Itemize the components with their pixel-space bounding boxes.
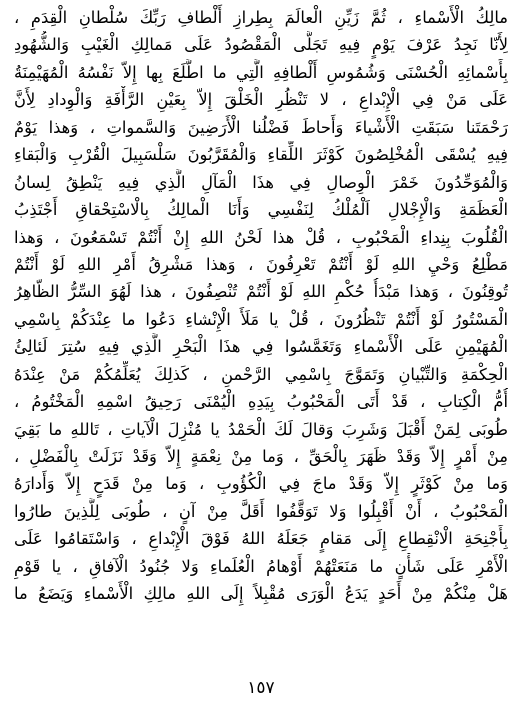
text-line: هَلْ مِنْكُمْ مِنْ أَحَدٍ يَدَعُ الْوَرَى مُقْبِلاً إِلَى اللهِ مالِكِ الْأَسْماءِ وَيَضَعُ ما [14, 584, 508, 604]
text-line: فِيهِ يُسْقَى الْمُخْلِصُونَ كَوْثَرَ اللِّقاءِ وَالْمُقَرَّبُونَ سَلْسَبِيلَ الْقُرْبِ وَالْبَقاءِ [14, 145, 508, 165]
text-line: مالِكُ الْأَسْماءِ ، ثُمَّ زَيِّنِ الْعالَمَ بِطِرازِ أَلْطافِ رَبِّكَ سُلْطانِ الْقِدَمِ ، [14, 8, 508, 27]
text-line: تُوقِنُونَ ، وَهذا مَبْدَأُ حُكْمِ اللهِ لَوْ أَنْتُمْ تُنْصِفُونَ ، هذا لَهُوَ السِّرُّ الظّاهِرُ [14, 282, 508, 302]
text-line: وَما مِنْ كَوْثَرٍ إِلاّ وَقَدْ ماجَ فِي الْكُؤُوبِ ، وَما مِنْ قَدَحٍ إِلاّ وَأَدارَهُ [14, 474, 508, 494]
text-line: عَلَى مَنْ فِي الْإِبْداعِ ، لا تَنْظُرِ الْخَلْقَ إِلاّ بِعَيْنِ الرَّأْفَةِ وَالْوِدادِ لِأَنَّ [14, 90, 508, 110]
text-line: بِأَسْمائِهِ الْحُسْنَى وَشُمُوسِ أَلْطافِهِ الَّتِي ما اطَّلَعَ بِها إِلاّ نَفْسُهُ الْمُهَيْمِنَةُ [14, 62, 508, 82]
text-line: وَالْمُوَحِّدُونَ خَمْرَ الْوِصالِ فِي هذَا الْمَآلِ الَّذِي فِيهِ يَنْطِقُ لِسانُ [14, 172, 508, 192]
text-line: الْأَمْرِ عَلَى شَأْنٍ ما مَنَعَتْهُمْ أَوْهامُ الْعُلَماءِ وَلا جُنُودُ الْآفاقِ ، يا قَوْمِ [14, 556, 508, 576]
text-line: مَطْلِعُ وَحْيِ اللهِ لَوْ أَنْتُمْ تَعْرِفُونَ ، وَهذا مَشْرِقُ أَمْرِ اللهِ لَوْ أَنْتُمْ [14, 254, 508, 274]
text-line: الْقُلُوبَ بِنِداءِ الْمَحْبُوبِ ، قُلْ هذا لَحْنُ اللهِ إِنْ أَنْتُمْ تَسْمَعُونَ ، وَهذا [14, 227, 508, 247]
text-line: بِأَجْنِحَةِ الْانْقِطاعِ إِلَى مَقامٍ جَعَلَهُ اللهُ فَوْقَ الْإِبْداعِ ، وَاسْتَقامُوا عَلَى [14, 529, 508, 549]
text-line: رَحْمَتَنا سَبَقَتِ الْأَشْياءَ وَأَحاطَ فَضْلُنا الْأَرَضِينَ وَالسَّمواتِ ، وَهذا يَوْمٌ [14, 117, 508, 137]
arabic-text-block [14, 4, 508, 608]
text-line: الْمَحْبُوبُ ، أَنْ أَقْبِلُوا وَلا تَوَقَّفُوا أَقَلَّ مِنْ آنٍ ، طُوبَى لِلَّذِينَ طارُوا [14, 501, 508, 521]
page-number: ١٥٧ [247, 678, 275, 698]
text-line: لِأَنّا نَجِدُ عَرْفَ يَوْمٍ فِيهِ تَجَلَّى الْمَقْصُودُ عَلَى مَمالِكِ الْغَيْبِ وَالشُّهُودِ [14, 35, 508, 55]
text-line: طُوبَى لِمَنْ أَقْبَلَ وَشَرِبَ وَقالَ لَكَ الْحَمْدُ يا مُنْزِلَ الْآياتِ ، تَاللهِ ما بَقِيَ [14, 419, 508, 439]
text-line: أُمُّ الْكِتابِ ، قَدْ أَتَى الْمَحْبُوبُ بِيَدِهِ الْيُمْنَى رَحِيقُ اسْمِهِ الْمَخْتُومُ ، [14, 392, 508, 412]
text-line: الْمُهَيْمِنِ عَلَى الْأَسْماءِ وَتَغَمَّسُوا فِي هذَا الْبَحْرِ الَّذِي فِيهِ سُتِرَ لَئالِئُ [14, 337, 508, 357]
text-line: مِنْ أَمْرٍ إِلاّ وَقَدْ ظَهَرَ بِالْحَقِّ ، وَما مِنْ نِعْمَةٍ إِلاّ وَقَدْ نَزَلَتْ بِالْفَضْلِ ، [14, 447, 508, 466]
text-line: الْعَظَمَةِ وَالْإِجْلالِ اَلْمُلْكُ لِنَفْسِي وَأَنَا الْمالِكُ بِالْاسْتِحْقاقِ أَجْتَذِبُ [14, 200, 508, 220]
text-line: الْحِكْمَةِ وَالتِّبْيانِ وَتَمَوَّجَ بِاسْمِي الرَّحْمنِ ، كَذلِكَ يُعَلِّمُكُمْ مَنْ عِنْدَهُ [14, 364, 508, 384]
text-line: الْمَسْتُورُ لَوْ أَنْتُمْ تَنْظُرُونَ ، قُلْ يا مَلَأَ الْإِنْشاءِ دَعُوا ما عِنْدَكُمْ بِاسْمِي [14, 309, 508, 329]
